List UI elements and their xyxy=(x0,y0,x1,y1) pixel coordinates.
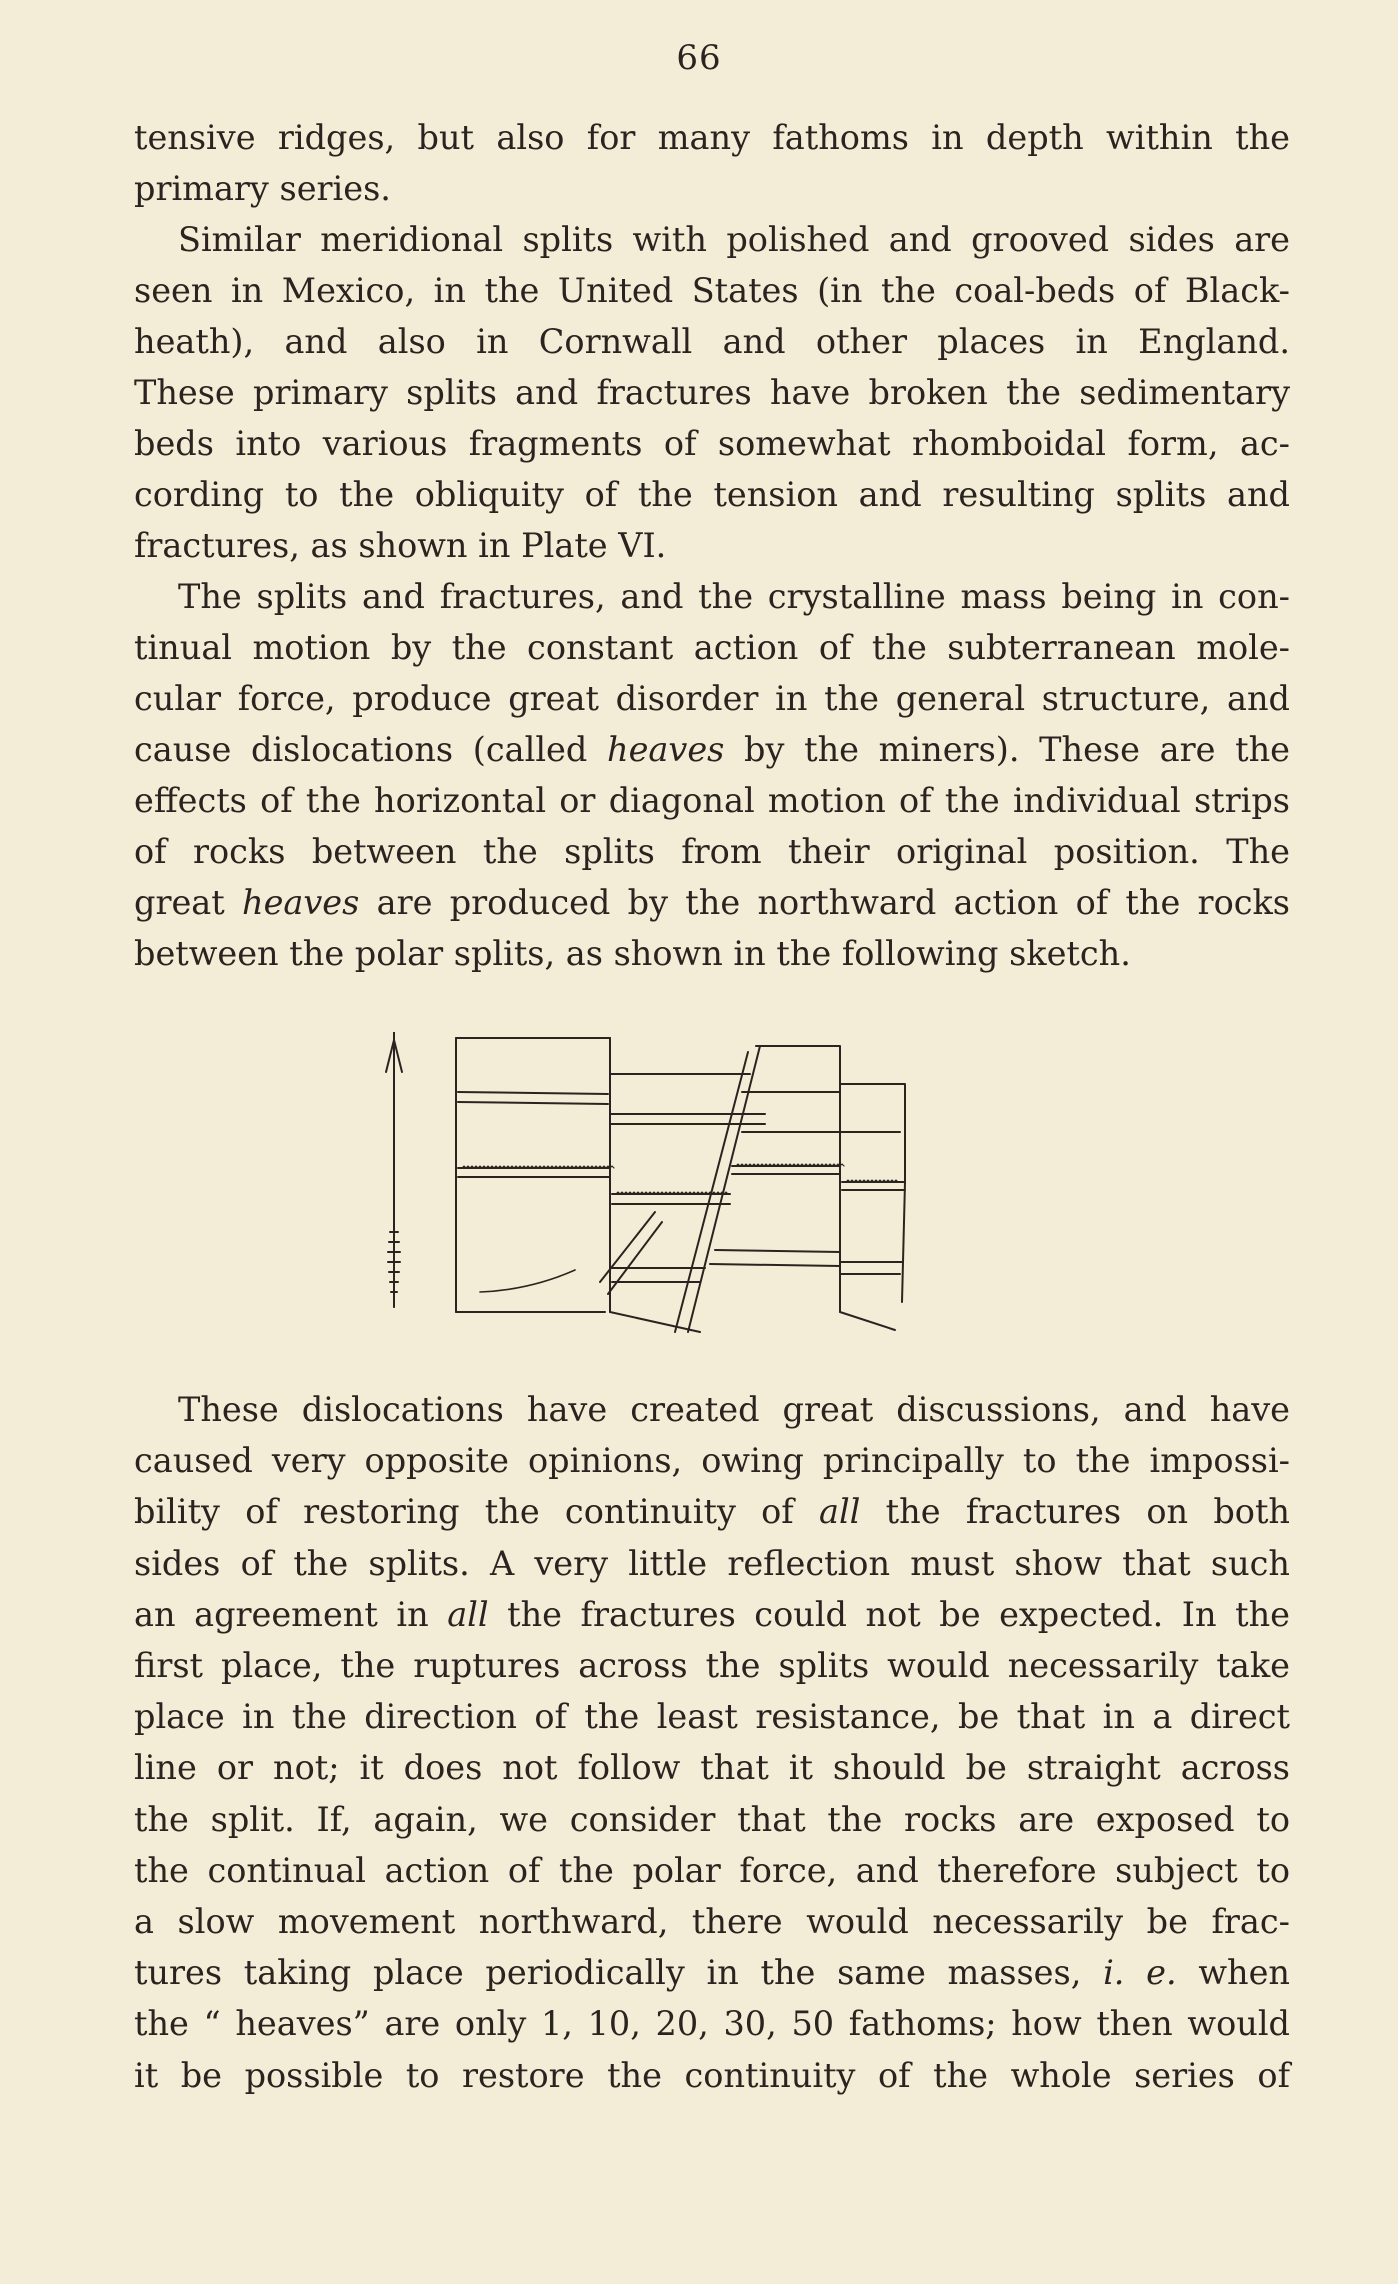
rock-block-left xyxy=(456,1038,614,1312)
italic-term: all xyxy=(819,1492,861,1532)
text-line: the “ heaves” are only 1, 10, 20, 30, 50 fathoms; how then would xyxy=(134,2004,1290,2044)
bottom-paragraphs xyxy=(134,1384,1290,2101)
italic-term: heaves xyxy=(242,883,360,922)
italic-term: heaves xyxy=(607,730,725,769)
text-line: tures taking place periodically in the same masses, i. e. when xyxy=(134,1953,1290,1993)
page-number: 66 xyxy=(676,38,722,78)
text-line: cording to the obliquity of the tension and resulting splits and xyxy=(134,475,1290,514)
text-line: the continual action of the polar force, and therefore subject to xyxy=(134,1850,1290,1890)
text-line: effects of the horizontal or diagonal motion of the individual strips xyxy=(134,781,1290,820)
text-line: heath), and also in Cornwall and other places in England. xyxy=(134,322,1290,361)
text-line: primary series. xyxy=(134,169,391,208)
text-line: These primary splits and fractures have broken the sedimentary xyxy=(134,373,1290,412)
text-line: tinual motion by the constant action of the subterranean mole- xyxy=(134,628,1290,667)
text-line: an agreement in all the fractures could not be expected. In the xyxy=(134,1594,1290,1634)
italic-term: all xyxy=(447,1594,489,1634)
text-line: Similar meridional splits with polished and grooved sides are xyxy=(178,220,1290,259)
rock-block-right xyxy=(840,1084,905,1330)
text-line: it be possible to restore the continuity of the whole series of xyxy=(134,2055,1290,2095)
text-line: caused very opposite opinions, owing principally to the impossi- xyxy=(134,1441,1290,1481)
text-line: the split. If, again, we consider that the rocks are exposed to xyxy=(134,1799,1290,1839)
italic-term: i. e. xyxy=(1103,1953,1177,1993)
text-line: beds into various fragments of somewhat rhomboidal form, ac- xyxy=(134,424,1290,463)
text-line: first place, the ruptures across the splits would necessarily take xyxy=(134,1646,1290,1686)
text-line: seen in Mexico, in the United States (in the coal-beds of Black- xyxy=(134,271,1290,310)
text-line: place in the direction of the least resistance, be that in a direct xyxy=(134,1697,1290,1737)
text-line: tensive ridges, but also for many fathoms in depth within the xyxy=(134,118,1290,157)
diagonal-split xyxy=(675,1046,760,1332)
text-line: sides of the splits. A very little reflection must show that such xyxy=(134,1543,1290,1583)
text-line: of rocks between the splits from their original position. The xyxy=(134,832,1290,871)
text-line: line or not; it does not follow that it should be straight across xyxy=(134,1748,1290,1788)
north-arrow-icon xyxy=(386,1032,402,1307)
text-line: cause dislocations (called heaves by the miners). These are the xyxy=(134,730,1291,769)
text-line: cular force, produce great disorder in the general structure, and xyxy=(134,679,1290,718)
rock-block-middle-right xyxy=(710,1046,844,1312)
text-line: great heaves are produced by the northward action of the rocks xyxy=(134,883,1290,922)
heaves-sketch-figure xyxy=(370,1032,1070,1342)
top-paragraphs xyxy=(134,112,1290,979)
text-line: fractures, as shown in Plate VI. xyxy=(134,526,667,565)
text-line: The splits and fractures, and the crystalline mass being in con- xyxy=(178,577,1290,616)
text-line: between the polar splits, as shown in the following sketch. xyxy=(134,934,1131,973)
text-line: These dislocations have created great discussions, and have xyxy=(178,1390,1290,1429)
text-line: a slow movement northward, there would necessarily be frac- xyxy=(134,1902,1290,1942)
text-line: bility of restoring the continuity of all the fractures on both xyxy=(134,1492,1290,1532)
